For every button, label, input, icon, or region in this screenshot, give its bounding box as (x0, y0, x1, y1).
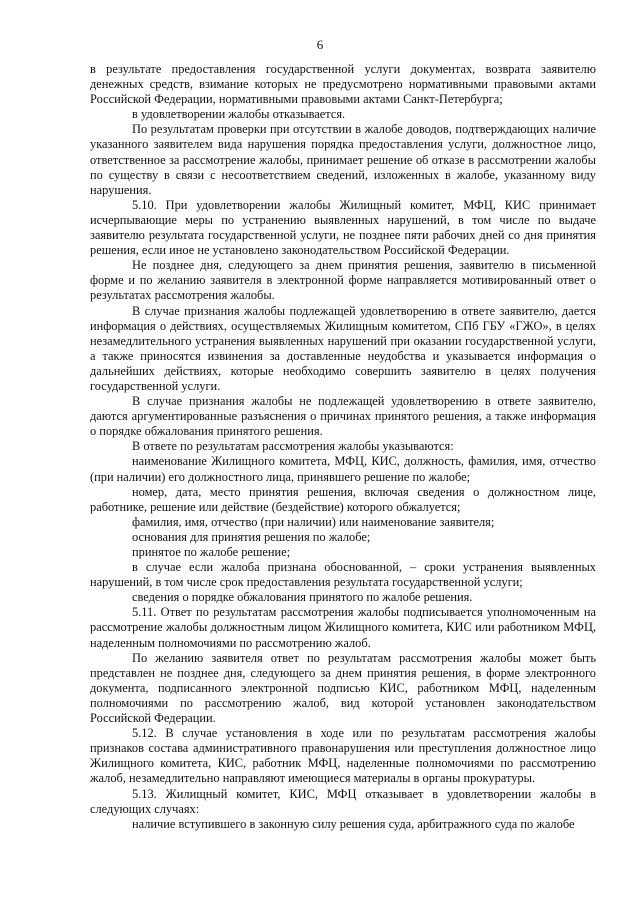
paragraph: В случае признания жалобы не подлежащей удовлетворению в ответе заявителю, даются аргументированные разъяснения о причинах принятого решения, а также информация о порядке обжалования принятого решения. (90, 394, 596, 439)
document-body (90, 62, 596, 832)
paragraph: наличие вступившего в законную силу решения суда, арбитражного суда по жалобе (132, 816, 575, 831)
paragraph: номер, дата, место принятия решения, включая сведения о должностном лице, работнике, решение или действие (бездействие) которого обжалуется; (90, 484, 596, 514)
paragraph: 5.13. Жилищный комитет, КИС, МФЦ отказывает в удовлетворении жалобы в следующих случаях: (90, 786, 596, 816)
paragraph: В случае признания жалобы подлежащей удовлетворению в ответе заявителю, дается информация о действиях, осуществляемых Жилищным комитетом, СПб ГБУ «ГЖО», в целях незамедлительного устранения выявленных нарушений при оказании государственной услуги, а также приносятся извинения за доставленные неудобства и указывается информация о дальнейших действиях, которые необходимо совершить заявителю в целях получения государственной услуги. (90, 303, 596, 393)
paragraph: 5.11. Ответ по результатам рассмотрения жалобы подписывается уполномоченным на рассмотрение жалобы должностным лицом Жилищного комитета, КИС или работником МФЦ, наделенным полномочиями по рассмотрению жалоб. (90, 605, 596, 650)
paragraph: По результатам проверки при отсутствии в жалобе доводов, подтверждающих наличие указанного заявителем вида нарушения порядка предоставления услуги, должностное лицо, ответственное за рассмотрение жалобы, принимает решение об отказе в рассмотрении жалобы по существу в связи с несоответствием сведений, изложенных в жалобе, указанному виду нарушения. (90, 122, 596, 197)
paragraph: сведения о порядке обжалования принятого по жалобе решения. (132, 590, 473, 605)
paragraph: фамилия, имя, отчество (при наличии) или наименование заявителя; (132, 514, 495, 529)
paragraph: 5.10. При удовлетворении жалобы Жилищный комитет, МФЦ, КИС принимает исчерпывающие меры по устранению выявленных нарушений, в том числе по выдаче заявителю результата государственной услуги, не позднее пяти рабочих дней со дня принятия решения, если иное не установлено законодательством Российской Федерации. (90, 197, 596, 258)
paragraph: 5.12. В случае установления в ходе или по результатам рассмотрения жалобы признаков состава административного правонарушения или преступления должностное лицо Жилищного комитета, КИС, работник МФЦ, наделенные полномочиями по рассмотрению жалоб, незамедлительно направляют имеющиеся материалы в органы прокуратуры. (90, 726, 596, 786)
paragraph: В ответе по результатам рассмотрения жалобы указываются: (132, 439, 454, 454)
paragraph: принятое по жалобе решение; (132, 545, 291, 559)
page-number: 6 (316, 37, 324, 52)
paragraph: наименование Жилищного комитета, МФЦ, КИС, должность, фамилия, имя, отчество (при наличии) его должностного лица, принявшего решение по жалобе; (90, 454, 596, 484)
paragraph: в результате предоставления государственной услуги документах, возврата заявителю денежных средств, взимание которых не предусмотрено нормативными правовыми актами Российской Федерации, нормативными правовыми актами Санкт-Петербурга; (90, 62, 596, 107)
paragraph: в удовлетворении жалобы отказывается. (132, 107, 346, 122)
paragraph: в случае если жалоба признана обоснованной, – сроки устранения выявленных нарушений, в том числе срок предоставления результата государственной услуги; (90, 560, 596, 590)
paragraph: основания для принятия решения по жалобе; (132, 529, 371, 544)
paragraph: Не позднее дня, следующего за днем принятия решения, заявителю в письменной форме и по желанию заявителя в электронной форме направляется мотивированный ответ о результатах рассмотрения жалобы. (90, 258, 596, 303)
paragraph: По желанию заявителя ответ по результатам рассмотрения жалобы может быть представлен не позднее дня, следующего за днем принятия решения, в форме электронного документа, подписанного электронной подписью КИС, работником МФЦ, наделенным полномочиями по рассмотрению жалоб, вид которой установлен законодательством Российской Федерации. (90, 650, 596, 726)
